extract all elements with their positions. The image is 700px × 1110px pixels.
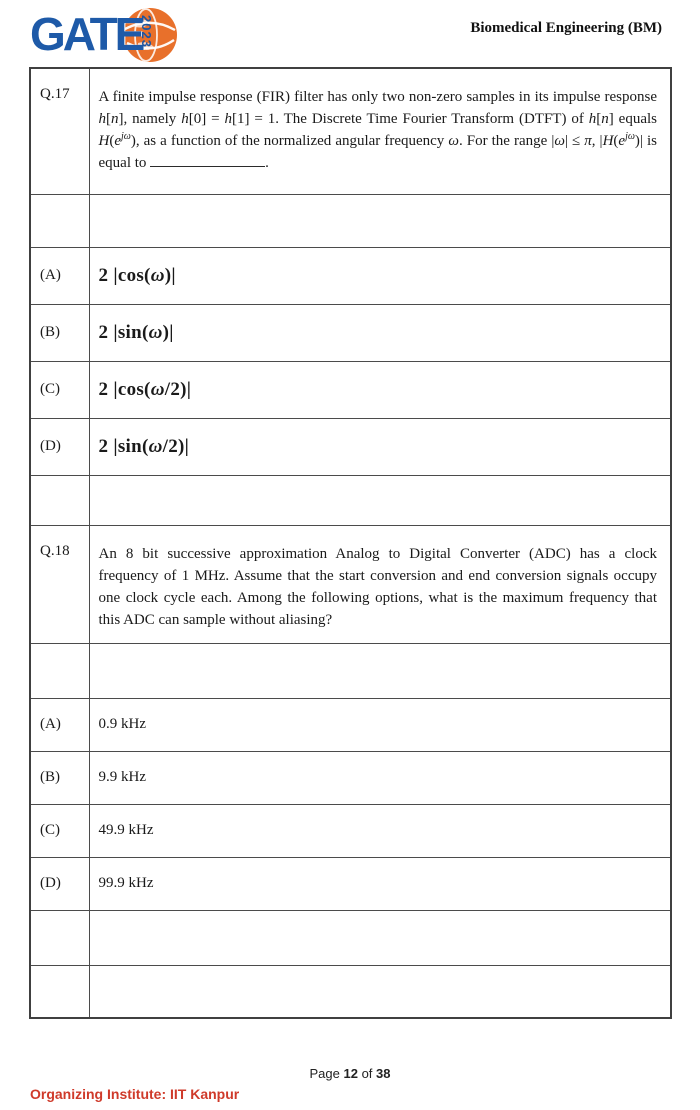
empty-label-cell <box>30 910 89 965</box>
of-word: of <box>361 1066 373 1081</box>
empty-label-cell <box>30 194 89 247</box>
institute-note: Organizing Institute: IIT Kanpur <box>30 1086 240 1102</box>
answer-blank <box>150 153 265 168</box>
option-text: 2 |cos(ω/2)| <box>89 361 671 418</box>
option-label: (B) <box>30 751 89 804</box>
page-indicator <box>0 1066 700 1081</box>
question-text: A finite impulse response (FIR) filter has only two non-zero samples in its impulse response h[n], namely h[0] = h[1] = 1. The Discrete Time Fourier Transform (DTFT) of h[n] equals $H(e^{j\omega})$, as a function of the normalized angular frequency ω. For the range |ω| ≤ π, $|H(e^{j\omega})|$ is equal to . <box>89 68 671 194</box>
empty-content-cell <box>89 965 671 1018</box>
question-table-body <box>30 68 671 1018</box>
paper-subject-title: Biomedical Engineering (BM) <box>470 20 662 36</box>
empty-content-cell <box>89 643 671 698</box>
question-number: Q.18 <box>30 525 89 643</box>
option-label: (B) <box>30 304 89 361</box>
option-row <box>30 361 671 418</box>
option-label: (C) <box>30 804 89 857</box>
option-label: (C) <box>30 361 89 418</box>
option-row <box>30 247 671 304</box>
option-label: (A) <box>30 698 89 751</box>
page-number: 12 <box>343 1066 358 1081</box>
option-row <box>30 418 671 475</box>
question-row <box>30 68 671 194</box>
option-text: 49.9 kHz <box>89 804 671 857</box>
gate-logo <box>30 6 200 64</box>
empty-row <box>30 643 671 698</box>
question-row <box>30 525 671 643</box>
empty-content-cell <box>89 194 671 247</box>
empty-row <box>30 910 671 965</box>
option-row <box>30 698 671 751</box>
option-label: (D) <box>30 418 89 475</box>
empty-content-cell <box>89 910 671 965</box>
empty-content-cell <box>89 475 671 525</box>
option-text: 2 |cos(ω)| <box>89 247 671 304</box>
empty-label-cell <box>30 475 89 525</box>
option-text: 0.9 kHz <box>89 698 671 751</box>
option-text: 9.9 kHz <box>89 751 671 804</box>
total-pages: 38 <box>376 1066 391 1081</box>
question-text: An 8 bit successive approximation Analog to Digital Converter (ADC) has a clock frequency of 1 MHz. Assume that the start conversion and end conversion signals occupy one clock cycle each. Among the following options, what is the maximum frequency that this ADC can sample without aliasing? <box>89 525 671 643</box>
option-row <box>30 304 671 361</box>
page-word: Page <box>309 1066 340 1081</box>
option-text: 2 |sin(ω)| <box>89 304 671 361</box>
option-row <box>30 857 671 910</box>
empty-label-cell <box>30 965 89 1018</box>
option-label: (D) <box>30 857 89 910</box>
logo-year-label: 2023 <box>139 15 154 48</box>
empty-row <box>30 475 671 525</box>
option-text: 2 |sin(ω/2)| <box>89 418 671 475</box>
option-text: 99.9 kHz <box>89 857 671 910</box>
logo-wordmark: GATE <box>30 8 143 60</box>
question-number: Q.17 <box>30 68 89 194</box>
empty-label-cell <box>30 643 89 698</box>
option-row <box>30 804 671 857</box>
empty-row <box>30 194 671 247</box>
option-label: (A) <box>30 247 89 304</box>
question-table <box>29 67 672 1019</box>
option-row <box>30 751 671 804</box>
empty-row <box>30 965 671 1018</box>
